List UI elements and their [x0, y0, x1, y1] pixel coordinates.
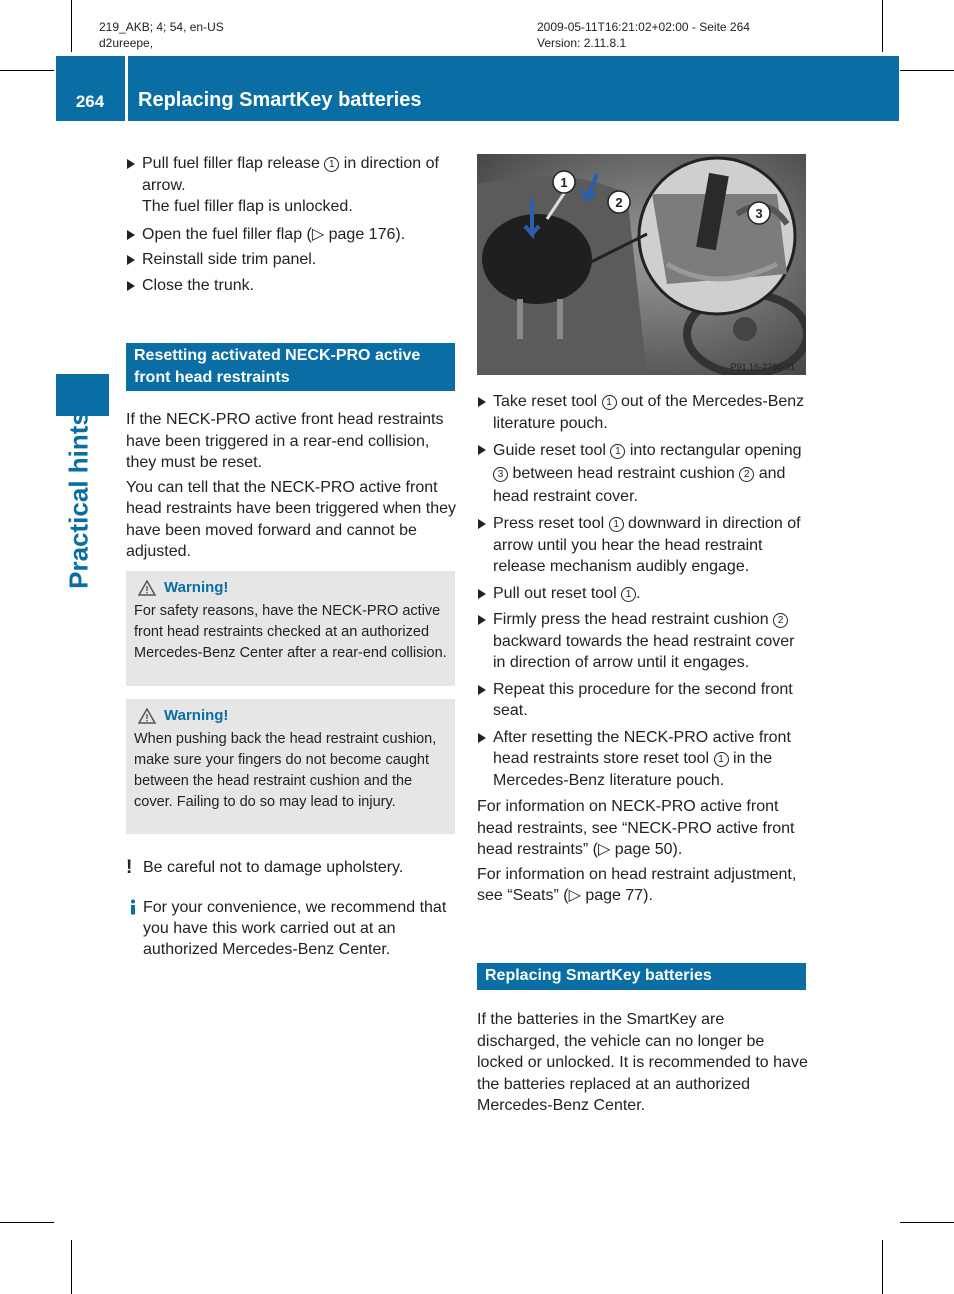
crop-mark — [71, 0, 72, 52]
photo-code: P91.16-2760-31 — [730, 362, 795, 372]
caution-text: Be careful not to damage upholstery. — [143, 859, 404, 876]
step-text: in direction of arrow. — [142, 155, 439, 194]
step-item — [477, 513, 809, 578]
crop-mark — [71, 1240, 72, 1294]
crop-mark — [0, 1222, 54, 1223]
paragraph: If the batteries in the SmartKey are discharged, the vehicle can no longer be locked or unlocked. It is recommended to have the batteries replaced at an authorized Mercedes-Benz Center. — [477, 1011, 808, 1114]
step-item — [477, 679, 809, 722]
callout-ref: 1 — [714, 752, 729, 767]
callout-ref: 1 — [621, 587, 636, 602]
meta-line: d2ureepe, — [99, 36, 154, 50]
section-heading-neck-pro: Resetting activated NECK-PRO active front head restraints — [126, 343, 455, 391]
paragraph: If the NECK-PRO active front head restraints have been triggered in a rear-end collision, they must be reset. — [126, 411, 444, 471]
warning-title-text: Warning! — [164, 579, 229, 596]
step-text: Press reset tool — [493, 515, 609, 532]
svg-text:2: 2 — [615, 195, 623, 210]
step-item — [126, 275, 458, 297]
crop-mark — [900, 70, 954, 71]
photo-illustration — [477, 154, 806, 375]
step-text: Repeat this procedure for the second front seat. — [493, 680, 793, 719]
svg-text:3: 3 — [755, 206, 763, 221]
step-text: Take reset tool — [493, 393, 602, 410]
warning-box — [126, 699, 455, 834]
step-text: Reinstall side trim panel. — [142, 251, 317, 268]
print-meta-right — [537, 19, 750, 51]
step-item — [126, 249, 458, 271]
page-title: Replacing SmartKey batteries — [138, 89, 422, 111]
step-item — [477, 391, 809, 434]
smartkey-intro — [477, 1009, 809, 1120]
step-text: Firmly press the head restraint cushion — [493, 611, 774, 628]
info-note — [126, 897, 461, 960]
step-text: downward in direction of arrow until you hear the head restraint release mechanism audibly engage. — [493, 515, 801, 575]
print-meta-left — [99, 19, 224, 51]
step-text: out of the Mercedes-Benz literature pouch. — [493, 393, 805, 432]
warning-title — [138, 705, 447, 726]
step-text: and head restraint cover. — [493, 465, 786, 505]
svg-text:1: 1 — [560, 175, 568, 190]
step-text: Open the fuel filler flap ( — [142, 225, 312, 243]
crop-mark — [882, 1240, 883, 1294]
meta-line: Version: 2.11.8.1 — [537, 36, 627, 50]
callout-ref: 1 — [602, 395, 617, 410]
page-number: 264 — [75, 92, 105, 111]
photo-callout-3 — [748, 202, 770, 224]
exclamation-icon: ! — [126, 857, 133, 878]
photo-callout-2 — [608, 191, 630, 213]
meta-line: 2009-05-11T16:21:02+02:00 - Seite 264 — [537, 20, 750, 34]
step-text: After resetting the NECK-PRO active front head restraints store reset tool — [493, 728, 791, 767]
callout-ref: 1 — [609, 517, 624, 532]
paragraph: You can tell that the NECK-PRO active front head restraints have been triggered when they have been moved forward and cannot be adjusted. — [126, 478, 456, 560]
step-result: The fuel filler flap is unlocked. — [142, 198, 353, 215]
warning-icon — [138, 580, 156, 596]
headrestraint-photo — [477, 154, 806, 375]
step-item — [477, 583, 809, 605]
info-text: For your convenience, we recommend that you have this work carried out at an authorized Mercedes-Benz Center. — [143, 899, 447, 958]
step-text: Close the trunk. — [142, 276, 255, 294]
step-text: in the Mercedes-Benz literature pouch. — [493, 750, 773, 789]
warning-title-text: Warning! — [164, 707, 229, 724]
callout-ref: 1 — [610, 444, 625, 459]
step-item — [477, 727, 809, 792]
neck-pro-intro — [126, 409, 458, 566]
crop-mark — [900, 1222, 954, 1223]
step-text: Pull fuel filler flap release — [142, 155, 325, 172]
warning-box — [126, 571, 455, 686]
warning-icon — [138, 708, 156, 724]
crop-mark — [0, 70, 54, 71]
step-text: between head restraint cushion — [508, 465, 740, 482]
page-ref-link[interactable]: ▷ page 176). — [311, 225, 406, 243]
callout-ref: 2 — [739, 467, 754, 482]
step-item — [477, 439, 809, 508]
step-text: Guide reset tool — [493, 442, 611, 459]
warning-title — [138, 577, 447, 598]
step-text: backward towards the head restraint cover in direction of arrow until it engages. — [493, 632, 795, 671]
side-tab-marker — [56, 374, 109, 416]
callout-ref: 2 — [773, 613, 788, 628]
side-tab-label: Practical hints — [63, 411, 94, 589]
callout-ref: 1 — [324, 157, 339, 172]
right-steps — [477, 391, 809, 910]
cross-reference-paragraph: For information on NECK-PRO active front head restraints, see “NECK-PRO active front head restraints” (▷ page 50). — [477, 798, 795, 858]
step-item — [126, 153, 458, 218]
info-icon — [126, 899, 140, 915]
section-heading-smartkey: Replacing SmartKey batteries — [477, 963, 806, 990]
left-steps — [126, 153, 458, 300]
warning-text: For safety reasons, have the NECK-PRO active front head restraints checked at an authorized Mercedes-Benz Center after a rear-end collision. — [134, 603, 447, 661]
step-text: Pull out reset tool — [493, 584, 622, 602]
step-text: into rectangular opening — [625, 442, 802, 459]
step-item — [477, 609, 809, 674]
header-divider — [125, 56, 128, 121]
photo-callout-1 — [553, 171, 575, 193]
callout-ref: 3 — [493, 467, 508, 482]
caution-note — [126, 857, 473, 878]
crop-mark — [882, 0, 883, 52]
cross-reference-paragraph: For information on head restraint adjustment, see “Seats” (▷ page 77). — [477, 865, 797, 904]
step-item — [126, 224, 458, 246]
meta-line: 219_AKB; 4; 54, en-US — [99, 20, 224, 34]
warning-text: When pushing back the head restraint cushion, make sure your fingers do not become caught between the head restraint cushion and the cover. Failing to do so may lead to injury. — [134, 731, 437, 810]
step-text: . — [636, 584, 641, 602]
